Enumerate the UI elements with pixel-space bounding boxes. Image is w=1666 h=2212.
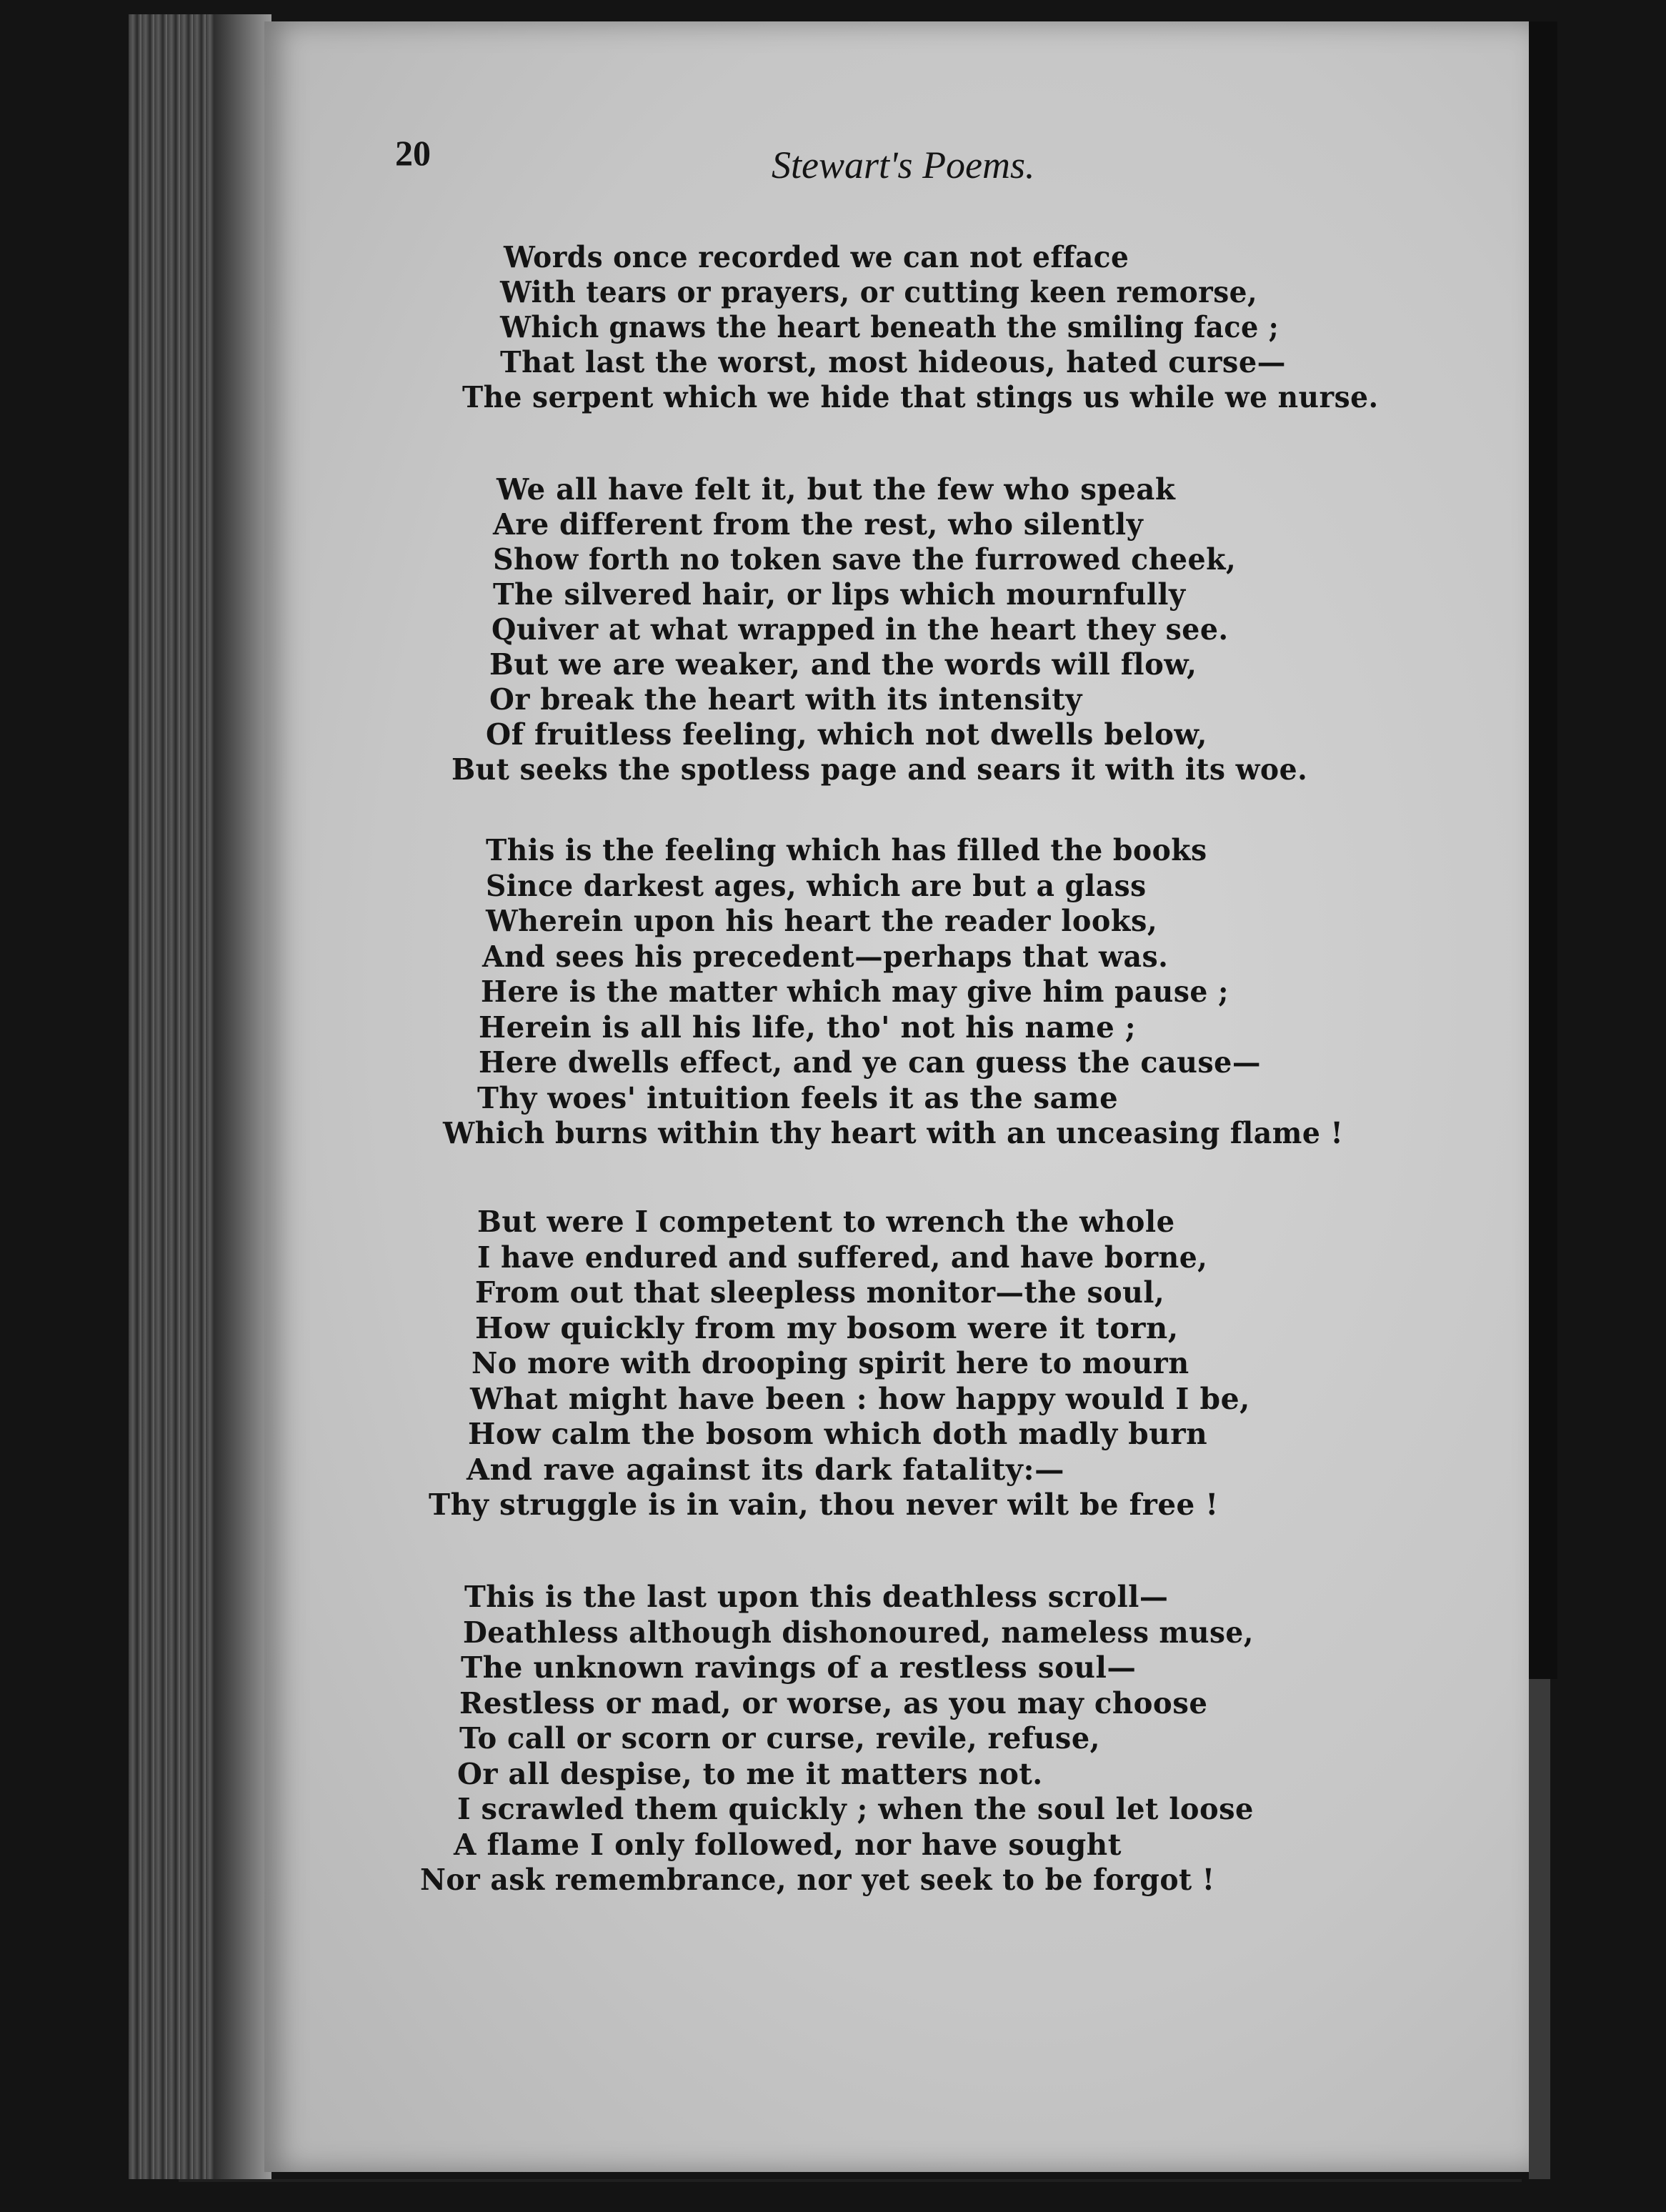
poem-line: But seeks the spotless page and sears it with its woe.	[452, 752, 1308, 787]
poem-line: Herein is all his life, tho' not his name ;	[479, 1010, 1137, 1045]
poem-line: To call or scorn or curse, revile, refuse,	[459, 1721, 1101, 1755]
poem-line: What might have been : how happy would I be,	[470, 1382, 1250, 1416]
poem-line: Which gnaws the heart beneath the smiling face ;	[500, 310, 1280, 344]
poem-line: This is the last upon this deathless scroll—	[464, 1580, 1169, 1614]
poem-line: Or all despise, to me it matters not.	[457, 1757, 1043, 1791]
poem-line: That last the worst, most hideous, hated curse—	[500, 345, 1286, 379]
poem-line: From out that sleepless monitor—the soul,	[475, 1275, 1165, 1310]
poem-line: With tears or prayers, or cutting keen remorse,	[500, 275, 1258, 309]
poem-line: The unknown ravings of a restless soul—	[461, 1650, 1137, 1685]
poem-line: Show forth no token save the furrowed cheek,	[493, 542, 1237, 577]
poem-line: Restless or mad, or worse, as you may choose	[459, 1686, 1208, 1720]
poem-line: Or break the heart with its intensity	[489, 682, 1082, 717]
poem-line: The serpent which we hide that stings us while we nurse.	[462, 380, 1379, 414]
poem-line: Which burns within thy heart with an unceasing flame !	[443, 1116, 1344, 1150]
poem-line: A flame I only followed, nor have sought	[454, 1828, 1122, 1862]
poem-line: The silvered hair, or lips which mournfully	[493, 577, 1186, 612]
poem-line: I scrawled them quickly ; when the soul let loose	[457, 1792, 1254, 1826]
poem-line: We all have felt it, but the few who speak	[497, 472, 1176, 507]
poem-line: Of fruitless feeling, which not dwells below,	[486, 717, 1207, 752]
poem-line: How calm the bosom which doth madly burn	[468, 1417, 1208, 1451]
poem-line: Thy woes' intuition feels it as the same	[477, 1081, 1119, 1115]
page-bottom-edge	[179, 2179, 1522, 2182]
poem-line: Quiver at what wrapped in the heart they see.	[492, 612, 1229, 647]
poem-line: And sees his precedent—perhaps that was.	[482, 940, 1169, 974]
poem-line: Since darkest ages, which are but a glass	[486, 869, 1147, 903]
poem-line: I have endured and suffered, and have borne,	[477, 1240, 1208, 1275]
poem-line: Here is the matter which may give him pause ;	[481, 975, 1229, 1009]
poem-line: Here dwells effect, and ye can guess the cause—	[479, 1045, 1261, 1080]
poem-line: No more with drooping spirit here to mourn	[472, 1346, 1189, 1380]
poem-line: This is the feeling which has filled the books	[486, 833, 1207, 867]
poem-line: But were I competent to wrench the whole	[477, 1205, 1175, 1239]
poem-line: And rave against its dark fatality:—	[467, 1453, 1065, 1487]
running-title: Stewart's Poems.	[772, 144, 1035, 186]
poem-line: Thy struggle is in vain, thou never wilt be free !	[429, 1488, 1219, 1522]
poem-line: Wherein upon his heart the reader looks,	[486, 904, 1158, 938]
poem-line: But we are weaker, and the words will flow,	[489, 647, 1197, 682]
poem-line: Are different from the rest, who silently	[493, 507, 1144, 542]
poem-line: Nor ask remembrance, nor yet seek to be forgot !	[420, 1863, 1215, 1897]
page-number: 20	[395, 133, 431, 173]
poem-line: How quickly from my bosom were it torn,	[475, 1311, 1179, 1345]
poem-line: Words once recorded we can not efface	[504, 240, 1129, 274]
poem-line: Deathless although dishonoured, nameless muse,	[463, 1615, 1254, 1650]
